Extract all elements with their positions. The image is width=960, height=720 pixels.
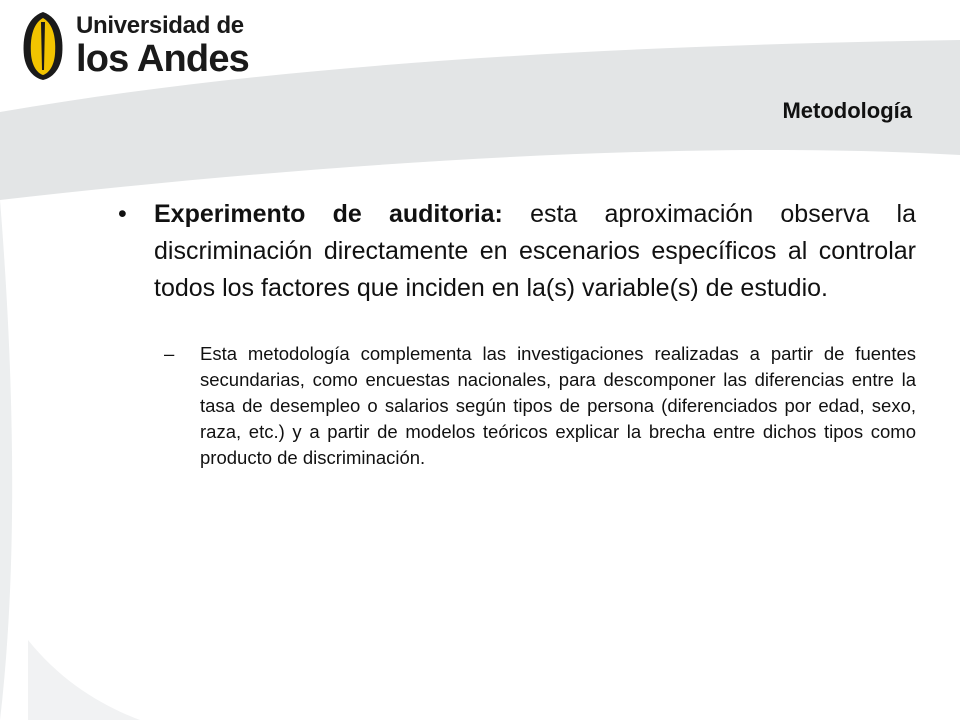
main-bullet bbox=[118, 196, 916, 307]
logo-wordmark bbox=[76, 13, 249, 79]
slide-content bbox=[118, 196, 916, 471]
sub-bullet-text: Esta metodología complementa las investigaciones realizadas a partir de fuentes secundarias, como encuestas nacionales, para descomponer las diferencias entre la tasa de desempleo o salarios según tipos de persona (diferenciados por edad, sexo, raza, etc.) y a partir de modelos teóricos explicar la brecha entre dichos tipos como producto de discriminación. bbox=[200, 343, 916, 468]
sub-bullet bbox=[164, 341, 916, 471]
bullet-term: Experimento de auditoria: bbox=[154, 200, 503, 228]
sub-bullet-marker: – bbox=[164, 343, 175, 364]
logo-emblem bbox=[20, 10, 66, 82]
bullet-marker: • bbox=[118, 200, 127, 228]
logo-line-1: Universidad de bbox=[76, 12, 244, 39]
bullet-text: esta aproximación observa la discriminación directamente en escenarios específicos al controlar todos los factores que inciden en la(s) variable(s) de estudio. bbox=[154, 200, 916, 302]
university-logo bbox=[20, 10, 249, 82]
slide-title: Metodología bbox=[782, 98, 912, 123]
logo-line-2: los Andes bbox=[76, 38, 249, 80]
